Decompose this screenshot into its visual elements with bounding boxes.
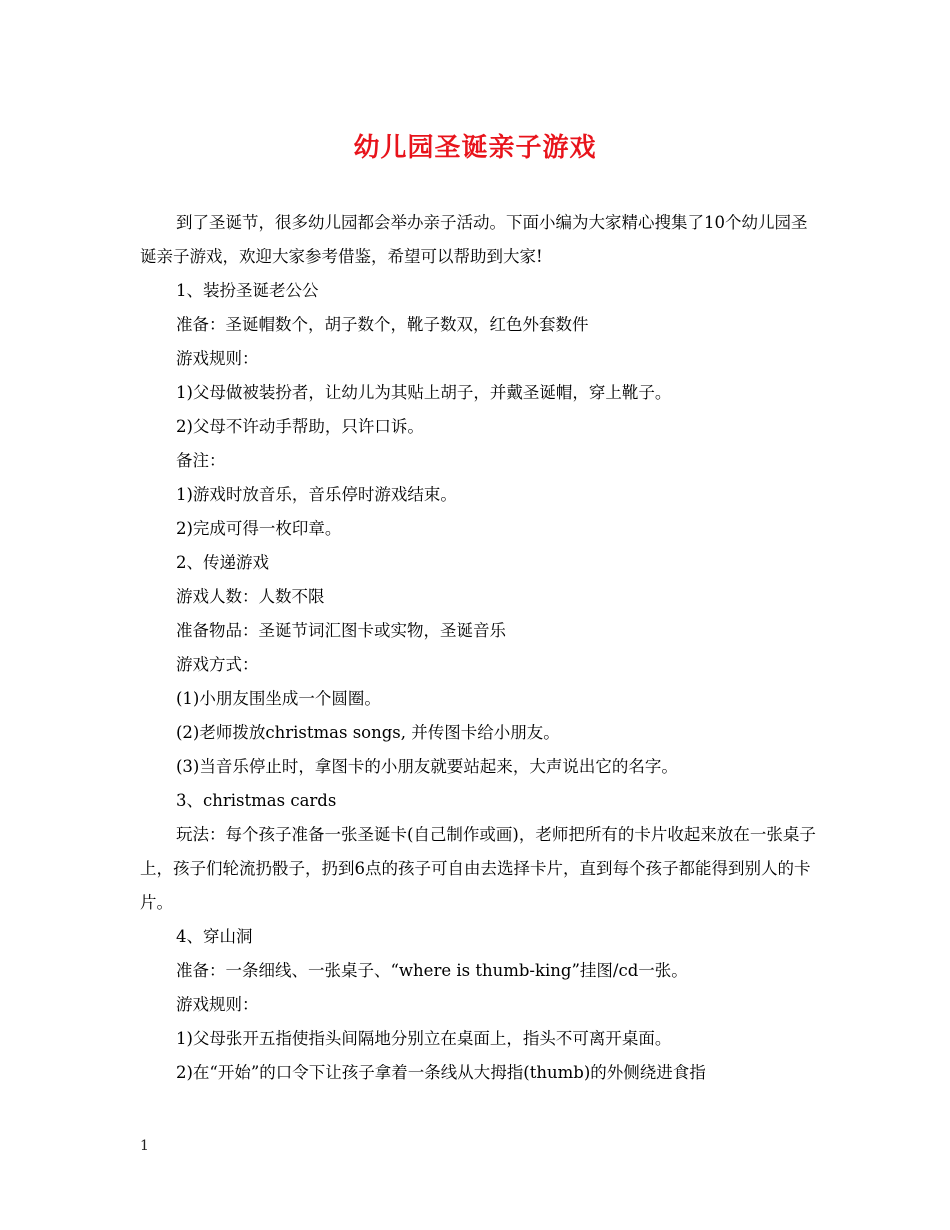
- paragraph: 游戏规则：: [176, 995, 259, 1014]
- paragraph: 游戏人数：人数不限: [176, 587, 325, 606]
- paragraph: 游戏规则：: [176, 349, 259, 368]
- list-item: 2)父母不许动手帮助，只许口诉。: [176, 417, 424, 436]
- list-item: (2)老师拨放christmas songs, 并传图卡给小朋友。: [176, 723, 560, 742]
- list-item: 1)游戏时放音乐，音乐停时游戏结束。: [176, 485, 457, 504]
- document-title: 幼儿园圣诞亲子游戏: [353, 133, 597, 163]
- page-number: 1: [140, 1138, 149, 1154]
- list-item: 1)父母做被装扮者，让幼儿为其贴上胡子，并戴圣诞帽，穿上靴子。: [176, 383, 672, 402]
- section-heading-4: 4、穿山洞: [176, 927, 253, 946]
- paragraph-intro: 到了圣诞节，很多幼儿园都会举办亲子活动。下面小编为大家精心搜集了10个幼儿园圣诞亲子游戏，欢迎大家参考借鉴，希望可以帮助到大家!: [140, 213, 808, 266]
- paragraph: 准备：一条细线、一张桌子、“where is thumb-king”挂图/cd一张。: [176, 961, 688, 980]
- list-item: 2)在“开始”的口令下让孩子拿着一条线从大拇指(thumb)的外侧绕进食指: [176, 1063, 706, 1082]
- list-item: 2)完成可得一枚印章。: [176, 519, 342, 538]
- paragraph: 备注：: [176, 451, 226, 470]
- section-heading-2: 2、传递游戏: [176, 553, 269, 572]
- paragraph: 玩法：每个孩子准备一张圣诞卡(自己制作或画)，老师把所有的卡片收起来放在一张桌子上，孩子们轮流扔骰子，扔到6点的孩子可自由去选择卡片，直到每个孩子都能得到别人的卡片。: [140, 825, 816, 912]
- document-body: [140, 206, 816, 1090]
- list-item: (3)当音乐停止时，拿图卡的小朋友就要站起来，大声说出它的名字。: [176, 757, 678, 776]
- section-heading-3: 3、christmas cards: [176, 791, 337, 810]
- paragraph: 游戏方式：: [176, 655, 259, 674]
- list-item: 1)父母张开五指使指头间隔地分别立在桌面上，指头不可离开桌面。: [176, 1029, 672, 1048]
- section-heading-1: 1、装扮圣诞老公公: [176, 281, 319, 300]
- list-item: (1)小朋友围坐成一个圆圈。: [176, 689, 381, 708]
- paragraph: 准备：圣诞帽数个，胡子数个，靴子数双，红色外套数件: [176, 315, 589, 334]
- paragraph: 准备物品：圣诞节词汇图卡或实物，圣诞音乐: [176, 621, 506, 640]
